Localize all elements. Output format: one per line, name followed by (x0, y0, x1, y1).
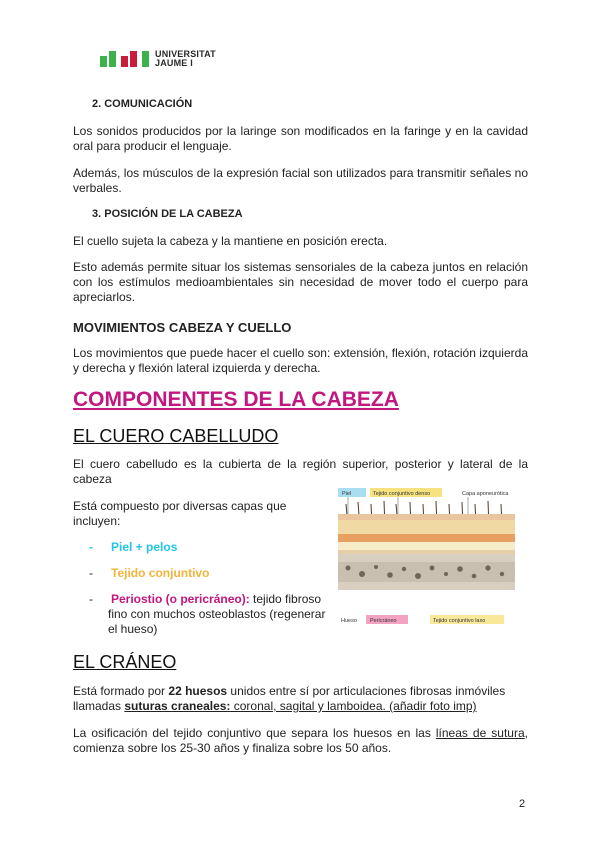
heading-cuero-cabelludo: EL CUERO CABELLUDO (73, 426, 279, 446)
label-tejido-laxo: Tejido conjuntivo laxo (433, 618, 486, 624)
university-logo (100, 50, 216, 68)
paragraph: Los sonidos producidos por la laringe son modificados en la faringe y en la cavidad oral para producir el lenguaje. (73, 124, 528, 153)
page-number: 2 (519, 798, 526, 810)
paragraph: Está formado por 22 huesos unidos entre sí por articulaciones fibrosas inmóviles llamadas suturas craneales: coronal, sagital y lamboidea. (añadir foto imp) (73, 684, 506, 713)
label-tejido-denso: Tejido conjuntivo denso (373, 491, 431, 497)
bone-diploe-layer (338, 562, 515, 582)
logo-text: UNIVERSITAT JAUME I (155, 49, 216, 68)
bone-outer-layer (338, 554, 515, 562)
list-item-tejido: Tejido conjuntivo (111, 566, 210, 580)
label-hueso: Hueso (341, 618, 357, 624)
pericranium-layer (338, 550, 515, 554)
bone-inner-layer (338, 582, 515, 590)
uji-logo-mark (100, 51, 149, 67)
dense-tissue-layer (338, 520, 515, 534)
scalp-layers-figure (338, 486, 515, 632)
label-piel: Piel (342, 491, 352, 497)
aponeurotic-layer (338, 534, 515, 542)
heading-componentes: COMPONENTES DE LA CABEZA (73, 388, 399, 411)
list-item: - Tejido conjuntivo (89, 566, 210, 580)
list-item-piel: Piel + pelos (111, 540, 178, 554)
paragraph: Esto además permite situar los sistemas sensoriales de la cabeza juntos en relación con los estímulos medioambientales sin necesidad de mover todo el cuerpo para apreciarlos. (73, 260, 528, 304)
paragraph: Además, los músculos de la expresión facial son utilizados para transmitir señales no verbales. (73, 166, 528, 195)
list-item-periostio: Periostio (o pericráneo): (111, 592, 250, 606)
loose-tissue-layer (338, 542, 515, 550)
heading-craneo: EL CRÁNEO (73, 652, 177, 672)
heading-posicion-cabeza: 3. POSICIÓN DE LA CABEZA (92, 208, 243, 220)
skin-layer (338, 514, 515, 520)
paragraph: Los movimientos que puede hacer el cuello son: extensión, flexión, rotación izquierda y derecha y flexión lateral izquierda y derecha. (73, 346, 528, 375)
paragraph: El cuello sujeta la cabeza y la mantiene en posición erecta. (73, 234, 388, 248)
paragraph: El cuero cabelludo es la cubierta de la región superior, posterior y lateral de la cabeza (73, 457, 528, 486)
heading-comunicacion: 2. COMUNICACIÓN (92, 98, 193, 110)
label-capa-aponeurotica: Capa aponeurótica (462, 491, 509, 497)
heading-movimientos: MOVIMIENTOS CABEZA Y CUELLO (73, 320, 292, 335)
list-item: - Piel + pelos (89, 540, 178, 554)
paragraph: La osificación del tejido conjuntivo que separa los huesos en las líneas de sutura, comienza sobre los 25-30 años y finaliza sobre los 50 años. (73, 726, 528, 755)
list-item: - Periostio (o pericráneo): tejido fibroso fino con muchos osteoblastos (regenerar el hueso) (89, 592, 326, 636)
label-pericraneo: Pericráneo (370, 618, 397, 624)
paragraph: Está compuesto por diversas capas que incluyen: (73, 499, 287, 528)
